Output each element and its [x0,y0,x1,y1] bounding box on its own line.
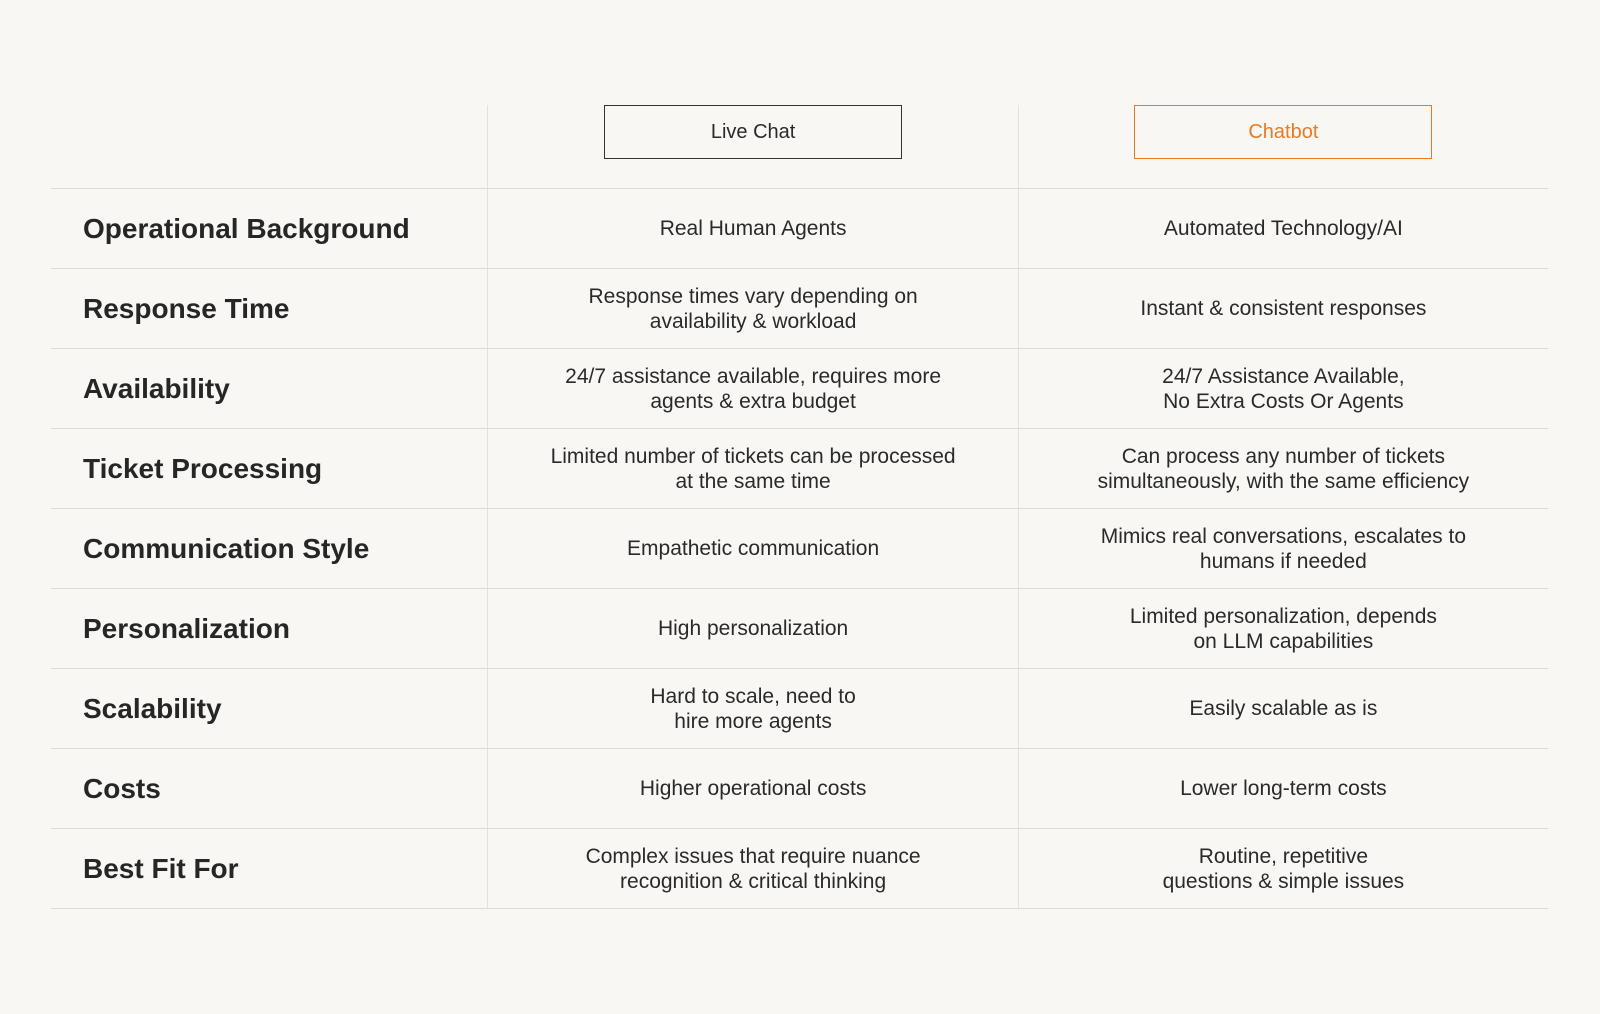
chatbot-cell: Limited personalization, depends on LLM capabilities [1018,589,1548,668]
chatbot-cell: Easily scalable as is [1018,669,1548,748]
header-live-chat-cell [487,105,1017,188]
table-row [51,589,1548,669]
row-label: Costs [83,772,161,804]
row-label: Best Fit For [83,852,239,884]
table-row [51,189,1548,269]
row-label: Communication Style [83,532,370,564]
header-row [51,105,1548,189]
row-label: Operational Background [83,212,410,244]
chatbot-cell: Can process any number of tickets simultaneously, with the same efficiency [1018,429,1548,508]
live-chat-cell: Empathetic communication [487,509,1017,588]
header-chatbot-cell [1018,105,1548,188]
row-label: Ticket Processing [83,452,323,484]
live-chat-cell: Higher operational costs [487,749,1017,828]
header-empty-cell [51,105,487,188]
row-label: Personalization [83,612,290,644]
chatbot-cell: Instant & consistent responses [1018,269,1548,348]
table-row [51,349,1548,429]
table-row [51,269,1548,349]
live-chat-cell: Limited number of tickets can be processed at the same time [487,429,1017,508]
table-row [51,509,1548,589]
live-chat-button[interactable]: Live Chat [604,105,902,159]
comparison-table [51,105,1548,909]
chatbot-cell: 24/7 Assistance Available, No Extra Costs Or Agents [1018,349,1548,428]
chatbot-cell: Automated Technology/AI [1018,189,1548,268]
live-chat-cell: High personalization [487,589,1017,668]
row-label: Response Time [83,292,290,324]
row-label: Scalability [83,692,222,724]
chatbot-button[interactable]: Chatbot [1134,105,1432,159]
chatbot-cell: Routine, repetitive questions & simple issues [1018,829,1548,908]
table-row [51,829,1548,909]
live-chat-cell: Real Human Agents [487,189,1017,268]
table-row [51,429,1548,509]
chatbot-cell: Lower long-term costs [1018,749,1548,828]
live-chat-cell: 24/7 assistance available, requires more agents & extra budget [487,349,1017,428]
table-row [51,669,1548,749]
live-chat-cell: Hard to scale, need to hire more agents [487,669,1017,748]
row-label: Availability [83,372,230,404]
live-chat-cell: Response times vary depending on availability & workload [487,269,1017,348]
live-chat-cell: Complex issues that require nuance recognition & critical thinking [487,829,1017,908]
chatbot-cell: Mimics real conversations, escalates to humans if needed [1018,509,1548,588]
table-row [51,749,1548,829]
